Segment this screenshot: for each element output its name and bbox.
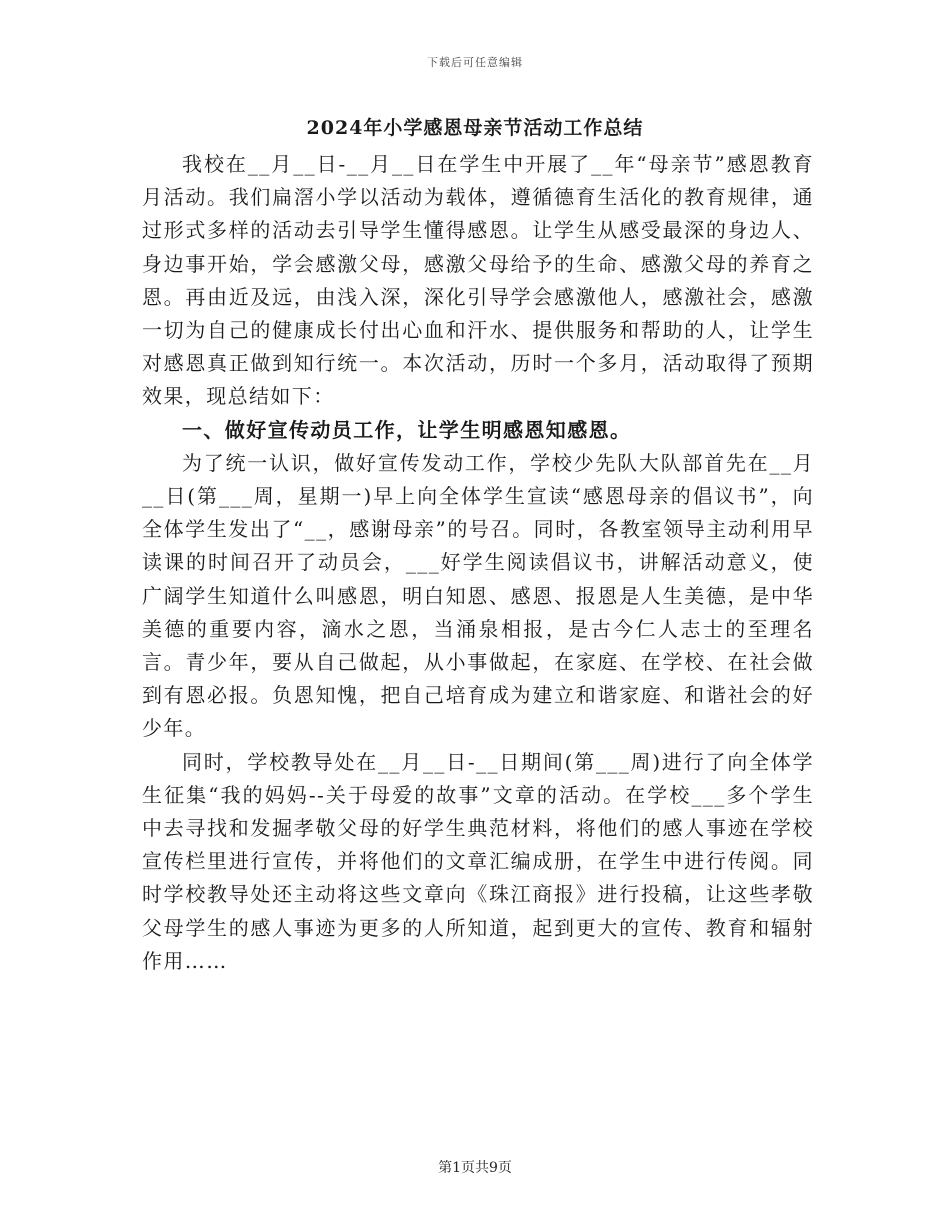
paragraph-publicity: 为了统一认识，做好宣传发动工作，学校少先队大队部首先在__月__日(第___周，星期一)早上向全体学生宣读“感恩母亲的倡议书”，向全体学生发出了“__，感谢母亲”的号召。同时，各教室领导主动利用早读课的时间召开了动员会，___好学生阅读倡议书，讲解活动意义，使广阔学生知道什么叫感恩，明白知恩、感恩、报恩是人生美德，是中华美德的重要内容，滴水之恩，当涌泉相报，是古今仁人志士的至理名言。青少年，要从自己做起，从小事做起，在家庭、在学校、在社会做到有恩必报。负恩知愧，把自己培育成为建立和谐家庭、和谐社会的好少年。 [142,450,814,741]
header-note: 下载后可任意编辑 [427,56,523,69]
document-body [142,148,814,978]
paragraph-intro: 我校在__月__日-__月__日在学生中开展了__年“母亲节”感恩教育月活动。我们扁滘小学以活动为载体，遵循德育生活化的教育规律，通过形式多样的活动去引导学生懂得感恩。让学生从感受最深的身边人、身边事开始，学会感激父母，感激父母给予的生命、感激父母的养育之恩。再由近及远，由浅入深，深化引导学会感激他人，感激社会，感激一切为自己的健康成长付出心血和汗水、提供服务和帮助的人，让学生对感恩真正做到知行统一。本次活动，历时一个多月，活动取得了预期效果，现总结如下： [142,152,814,409]
paragraph-essay-collection: 同时，学校教导处在__月__日-__日期间(第___周)进行了向全体学生征集“我的妈妈--关于母爱的故事”文章的活动。在学校___多个学生中去寻找和发掘孝敬父母的好学生典范材料，将他们的感人事迹在学校宣传栏里进行宣传，并将他们的文章汇编成册，在学生中进行传阅。同时学校教导处还主动将这些文章向《珠江商报》进行投稿，让这些孝敬父母学生的感人事迹为更多的人所知道，起到更大的宣传、教育和辐射作用…… [142,749,814,973]
section-heading: 一、做好宣传动员工作，让学生明感恩知感恩。 [182,417,632,442]
document-title: 2024年小学感恩母亲节活动工作总结 [306,117,644,139]
page-number-footer: 第1页共9页 [438,1160,512,1176]
